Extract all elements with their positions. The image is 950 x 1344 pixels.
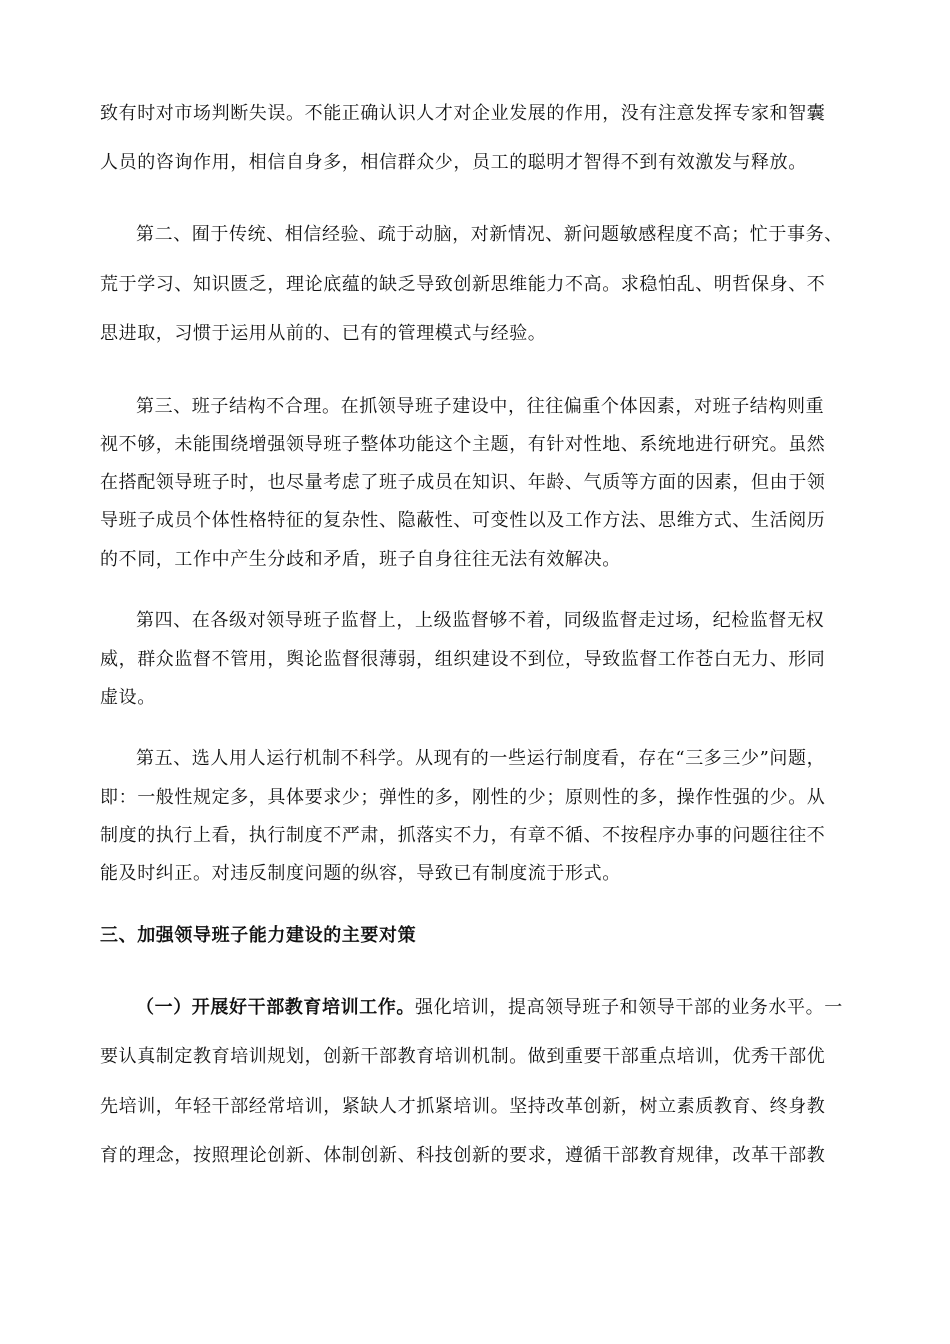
- paragraph-line: 的不同，工作中产生分歧和矛盾，班子自身往往无法有效解决。: [100, 549, 621, 570]
- paragraph-line: 先培训，年轻干部经常培训，紧缺人才抓紧培训。坚持改革创新，树立素质教育、终身教: [100, 1096, 826, 1117]
- paragraph-line: 虚设。: [100, 687, 156, 708]
- paragraph-line: 导班子成员个体性格特征的复杂性、隐蔽性、可变性以及工作方法、思维方式、生活阅历: [100, 510, 826, 531]
- section-heading: 三、加强领导班子能力建设的主要对策: [100, 925, 417, 946]
- paragraph-line: 在搭配领导班子时，也尽量考虑了班子成员在知识、年龄、气质等方面的因素，但由于领: [100, 472, 826, 493]
- paragraph-bold-lead: （一）开展好干部教育培训工作。: [136, 997, 415, 1018]
- paragraph-line: 视不够，未能围绕增强领导班子整体功能这个主题，有针对性地、系统地进行研究。虽然: [100, 434, 826, 455]
- paragraph-line: 人员的咨询作用，相信自身多，相信群众少，员工的聪明才智得不到有效激发与释放。: [100, 152, 807, 173]
- paragraph-line: 制度的执行上看，执行制度不严肃，抓落实不力，有章不循、不按程序办事的问题往往不: [100, 825, 826, 846]
- paragraph-line: 第三、班子结构不合理。在抓领导班子建设中，往往偏重个体因素，对班子结构则重: [136, 396, 825, 417]
- paragraph-line: 思进取，习惯于运用从前的、已有的管理模式与经验。: [100, 323, 547, 344]
- paragraph-first-line: [100, 996, 843, 1020]
- paragraph-line: 第四、在各级对领导班子监督上，上级监督够不着，同级监督走过场，纪检监督无权: [136, 610, 825, 631]
- paragraph-line: 能及时纠正。对违反制度问题的纵容，导致已有制度流于形式。: [100, 863, 621, 884]
- paragraph-line: 威，群众监督不管用，舆论监督很薄弱，组织建设不到位，导致监督工作苍白无力、形同: [100, 649, 826, 670]
- paragraph-line: 第二、囿于传统、相信经验、疏于动脑，对新情况、新问题敏感程度不高；忙于事务、: [136, 224, 843, 245]
- paragraph-line: 即：一般性规定多，具体要求少；弹性的多，刚性的少；原则性的多，操作性强的少。从: [100, 787, 826, 808]
- paragraph-line-rest: 强化培训，提高领导班子和领导干部的业务水平。一: [415, 997, 843, 1018]
- paragraph-line: 育的理念，按照理论创新、体制创新、科技创新的要求，遵循干部教育规律，改革干部教: [100, 1145, 826, 1166]
- paragraph-line: 要认真制定教育培训规划，创新干部教育培训机制。做到重要干部重点培训，优秀干部优: [100, 1046, 826, 1067]
- paragraph-line: 致有时对市场判断失误。不能正确认识人才对企业发展的作用，没有注意发挥专家和智囊: [100, 103, 826, 124]
- paragraph-line: 荒于学习、知识匮乏，理论底蕴的缺乏导致创新思维能力不高。求稳怕乱、明哲保身、不: [100, 274, 826, 295]
- paragraph-line: 第五、选人用人运行机制不科学。从现有的一些运行制度看，存在“三多三少”问题，: [136, 748, 826, 769]
